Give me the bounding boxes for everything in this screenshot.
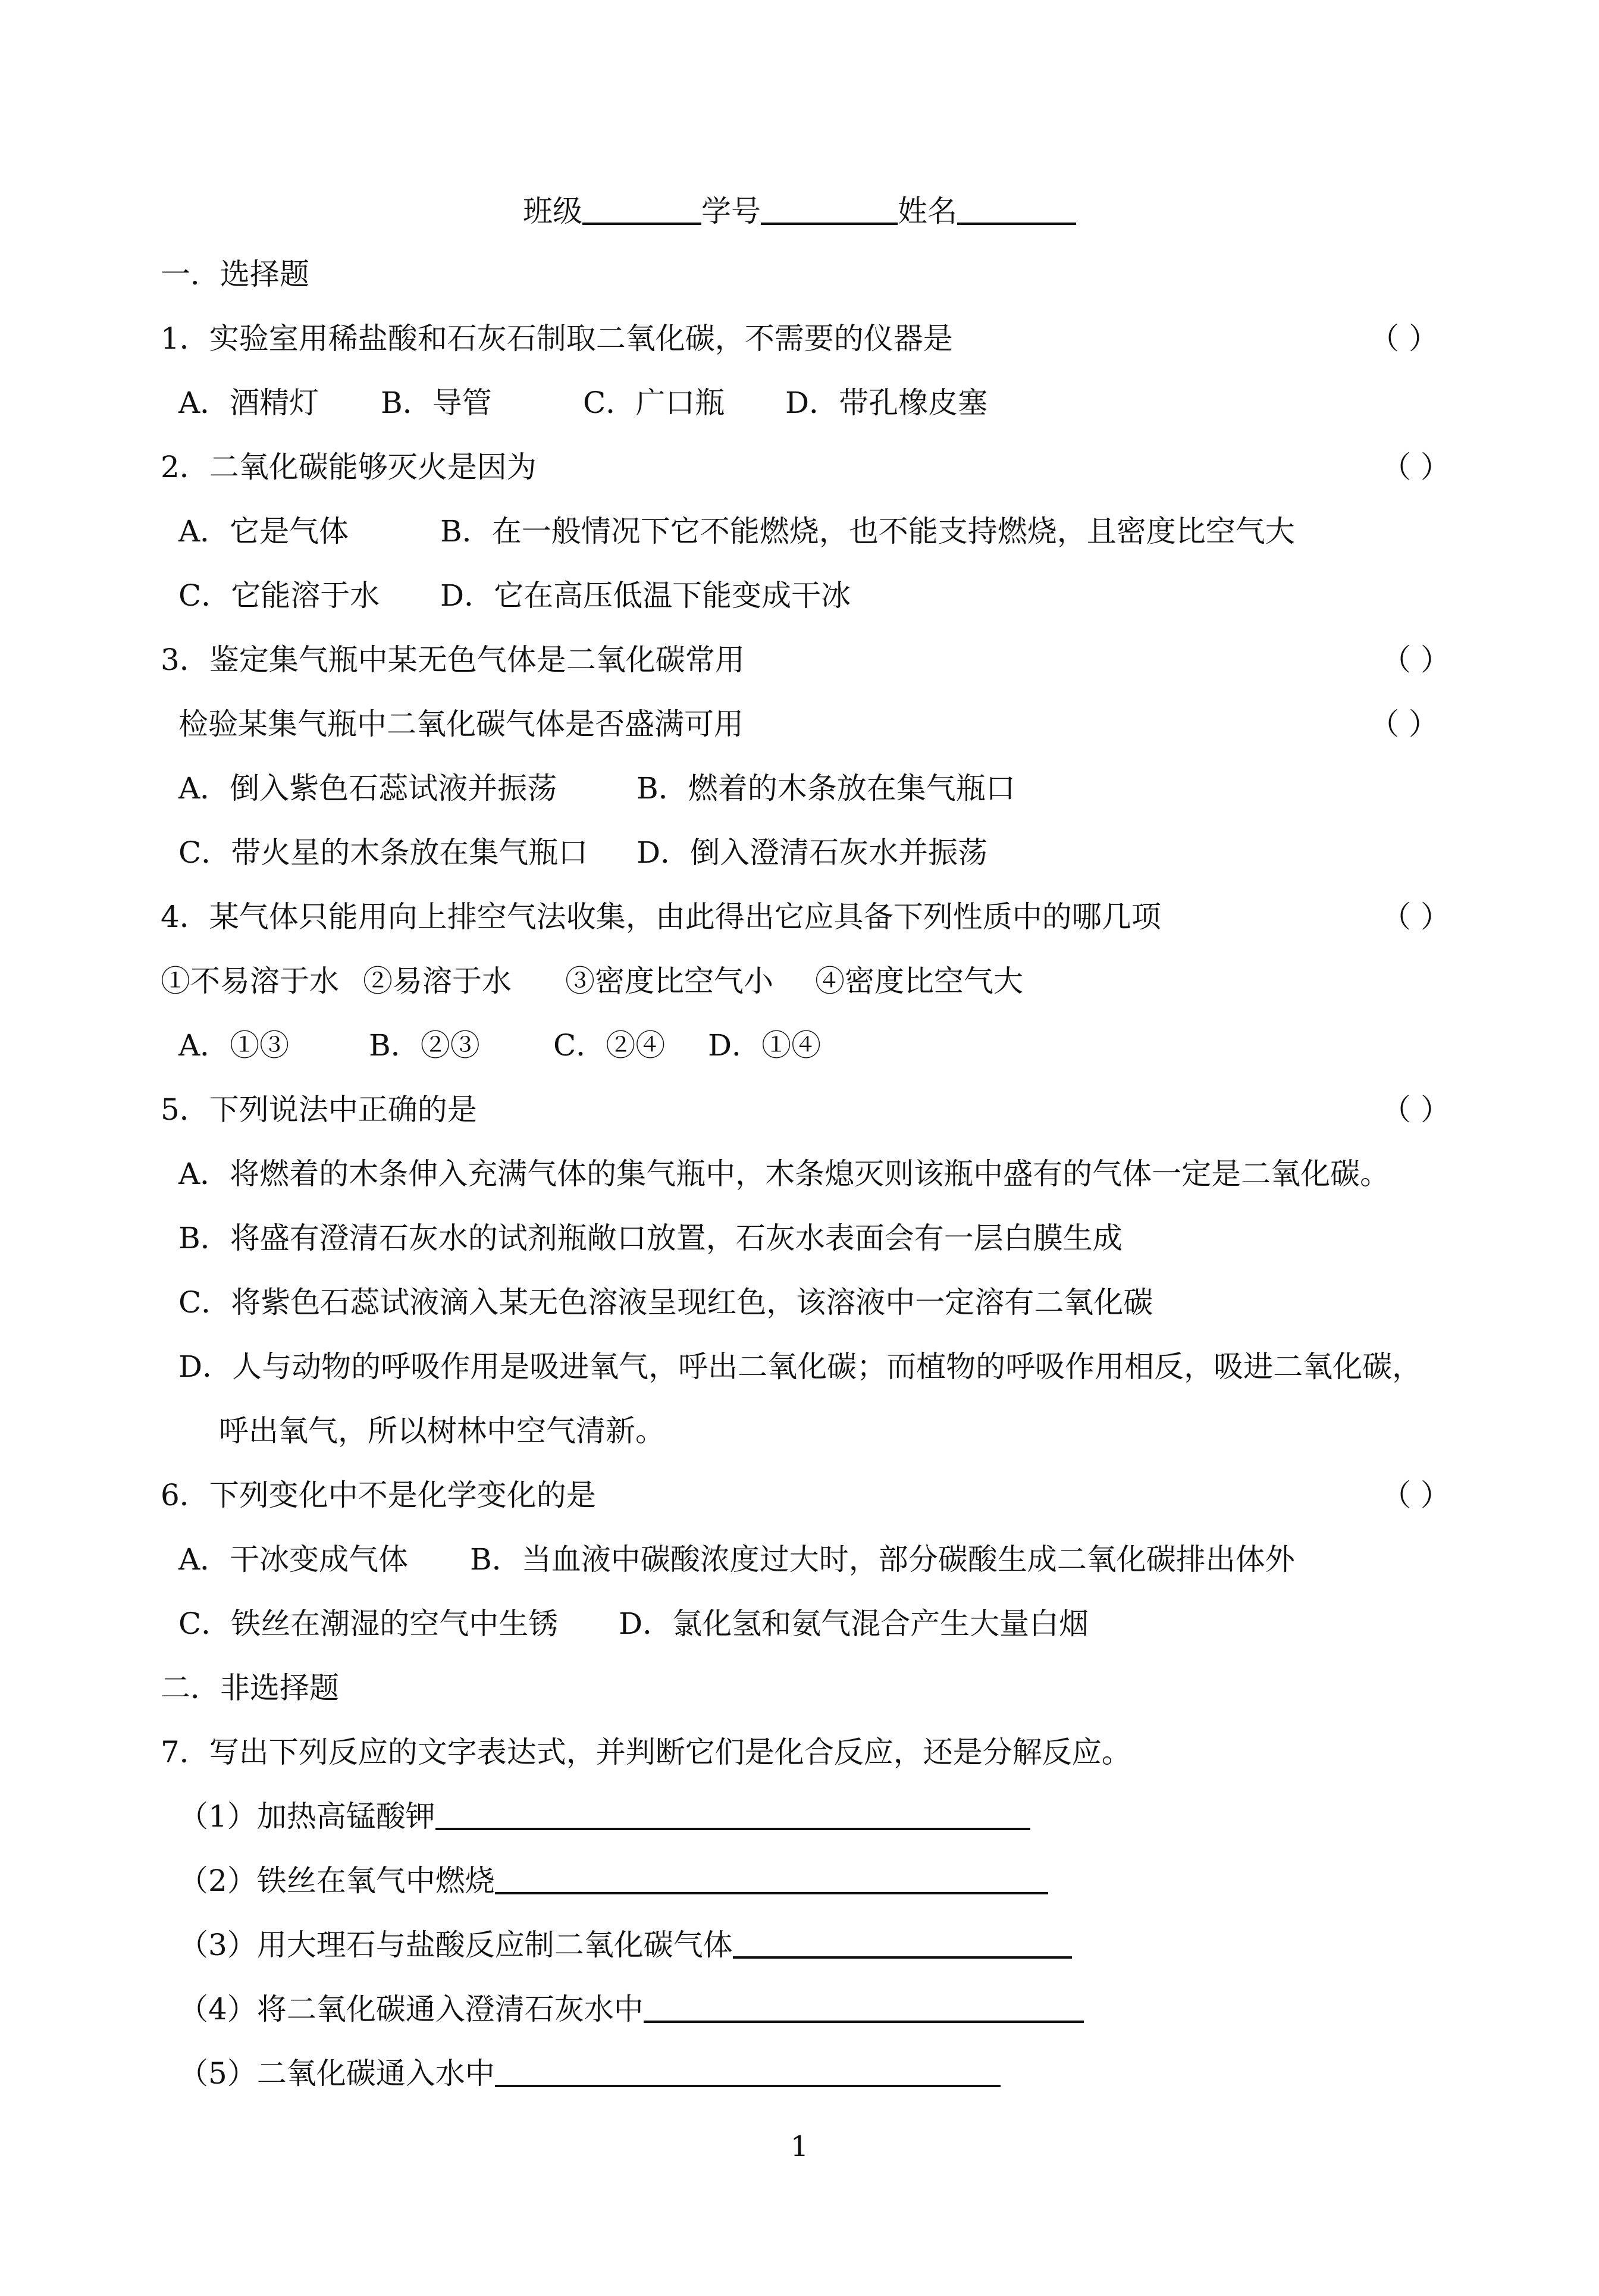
- number-label: 学号: [701, 194, 761, 228]
- q7-item-4-answer-blank[interactable]: [644, 1986, 1084, 2023]
- q3-stem: 3．鉴定集气瓶中某无色气体是二氧化碳常用: [161, 643, 745, 677]
- q1-answer-paren[interactable]: （ ）: [1369, 321, 1438, 356]
- q3-option-b: B．燃着的木条放在集气瓶口: [637, 771, 1015, 806]
- q4-options: [178, 1013, 1421, 1078]
- q2-option-a: A．它是气体: [178, 514, 349, 549]
- q7-item-4: [178, 1976, 1421, 2042]
- class-blank[interactable]: [582, 188, 701, 225]
- q7-item-5: [178, 2041, 1421, 2106]
- q5-option-b: B．将盛有澄清石灰水的试剂瓶敞口放置，石灰水表面会有一层白膜生成: [178, 1221, 1123, 1255]
- question-6: [161, 1462, 1421, 1528]
- q7-item-4-label: （4）将二氧化碳通入澄清石灰水中: [178, 1992, 644, 2026]
- q2-options-ab: [178, 499, 1421, 564]
- q6-options-ab: [178, 1527, 1421, 1592]
- q5-option-d: D．人与动物的呼吸作用是吸进氧气，呼出二氧化碳；而植物的呼吸作用相反，吸进二氧化碳，: [178, 1349, 1422, 1384]
- question-2: [161, 434, 1421, 500]
- student-info-header: [0, 178, 1599, 244]
- q4-answer-paren[interactable]: （ ）: [1381, 900, 1450, 934]
- number-blank[interactable]: [761, 188, 898, 225]
- q7-item-1-label: （1）加热高锰酸钾: [178, 1799, 435, 1834]
- q2-answer-paren[interactable]: （ ）: [1381, 450, 1450, 484]
- q5-option-d-continued: 呼出氧气，所以树林中空气清新。: [219, 1414, 665, 1448]
- question-4: [161, 884, 1421, 950]
- q6-stem: 6．下列变化中不是化学变化的是: [161, 1478, 596, 1512]
- q4-option-a: A．①③: [178, 1028, 290, 1063]
- class-label: 班级: [523, 194, 582, 228]
- q2-option-b: B．在一般情况下它不能燃烧，也不能支持燃烧，且密度比空气大: [440, 514, 1295, 549]
- q4-property-1: ①不易溶于水: [161, 964, 339, 998]
- q5-option-c: C．将紫色石蕊试液滴入某无色溶液呈现红色，该溶液中一定溶有二氧化碳: [178, 1285, 1153, 1320]
- q4-property-3: ③密度比空气小: [565, 964, 773, 998]
- q4-property-4: ④密度比空气大: [815, 964, 1023, 998]
- question-5: [161, 1077, 1421, 1142]
- q4-property-2: ②易溶于水: [363, 964, 512, 998]
- question-3: [161, 627, 1421, 693]
- question-7: 7．写出下列反应的文字表达式，并判断它们是化合反应，还是分解反应。: [161, 1735, 1131, 1769]
- q3-answer-paren-2[interactable]: （ ）: [1369, 707, 1438, 741]
- q4-option-b: B．②③: [369, 1028, 480, 1063]
- q3-answer-paren-1[interactable]: （ ）: [1381, 643, 1450, 677]
- q2-option-c: C．它能溶于水: [178, 578, 380, 613]
- q5-answer-paren[interactable]: （ ）: [1381, 1092, 1450, 1127]
- section-heading-choice: 一．选择题: [161, 257, 309, 292]
- q4-option-d: D．①④: [708, 1028, 822, 1063]
- q6-answer-paren[interactable]: （ ）: [1381, 1478, 1450, 1512]
- section-heading-non-choice: 二．非选择题: [161, 1671, 339, 1705]
- q3-options-cd: [178, 820, 1421, 885]
- q7-item-2-answer-blank[interactable]: [495, 1858, 1048, 1894]
- q6-option-c: C．铁丝在潮湿的空气中生锈: [178, 1606, 559, 1641]
- q3-option-c: C．带火星的木条放在集气瓶口: [178, 835, 588, 870]
- name-blank[interactable]: [957, 188, 1076, 225]
- q4-stem: 4．某气体只能用向上排空气法收集，由此得出它应具备下列性质中的哪几项: [161, 900, 1161, 934]
- q1-option-a: A．酒精灯: [178, 386, 319, 420]
- q6-option-d: D．氯化氢和氨气混合产生大量白烟: [619, 1606, 1089, 1641]
- q7-item-3-answer-blank[interactable]: [733, 1922, 1072, 1959]
- q7-item-2: [178, 1848, 1421, 1913]
- q3-option-d: D．倒入澄清石灰水并振荡: [637, 835, 988, 870]
- q5-stem: 5．下列说法中正确的是: [161, 1092, 477, 1127]
- q6-option-a: A．干冰变成气体: [178, 1542, 409, 1577]
- q5-option-a: A．将燃着的木条伸入充满气体的集气瓶中，木条熄灭则该瓶中盛有的气体一定是二氧化碳。: [178, 1157, 1390, 1191]
- q1-options: [178, 370, 1421, 436]
- q6-options-cd: [178, 1591, 1421, 1656]
- q2-options-cd: [178, 563, 1421, 628]
- q4-properties: [161, 948, 1421, 1014]
- q7-item-2-label: （2）铁丝在氧气中燃烧: [178, 1863, 495, 1898]
- q6-option-b: B．当血液中碳酸浓度过大时，部分碳酸生成二氧化碳排出体外: [470, 1542, 1295, 1577]
- q3-stem-2: 检验某集气瓶中二氧化碳气体是否盛满可用: [178, 707, 744, 741]
- q1-option-c: C．广口瓶: [583, 386, 725, 420]
- q7-item-3: [178, 1912, 1421, 1978]
- name-label: 姓名: [898, 194, 957, 228]
- q7-item-5-label: （5）二氧化碳通入水中: [178, 2056, 495, 2091]
- question-1: [161, 306, 1421, 371]
- q4-option-c: C．②④: [553, 1028, 666, 1063]
- q7-item-3-label: （3）用大理石与盐酸反应制二氧化碳气体: [178, 1928, 733, 1962]
- question-3-part-2: [178, 691, 1421, 757]
- q2-option-d: D．它在高压低温下能变成干冰: [440, 578, 851, 613]
- q3-option-a: A．倒入紫色石蕊试液并振荡: [178, 771, 557, 806]
- q7-item-5-answer-blank[interactable]: [495, 2050, 1001, 2087]
- q1-option-b: B．导管: [381, 386, 492, 420]
- q2-stem: 2．二氧化碳能够灭火是因为: [161, 450, 537, 484]
- q3-options-ab: [178, 756, 1421, 821]
- page-number: 1: [790, 2130, 809, 2163]
- q1-option-d: D．带孔橡皮塞: [785, 386, 988, 420]
- q1-stem: 1．实验室用稀盐酸和石灰石制取二氧化碳，不需要的仪器是: [161, 321, 953, 356]
- q7-item-1: [178, 1784, 1421, 1849]
- q7-item-1-answer-blank[interactable]: [435, 1793, 1030, 1830]
